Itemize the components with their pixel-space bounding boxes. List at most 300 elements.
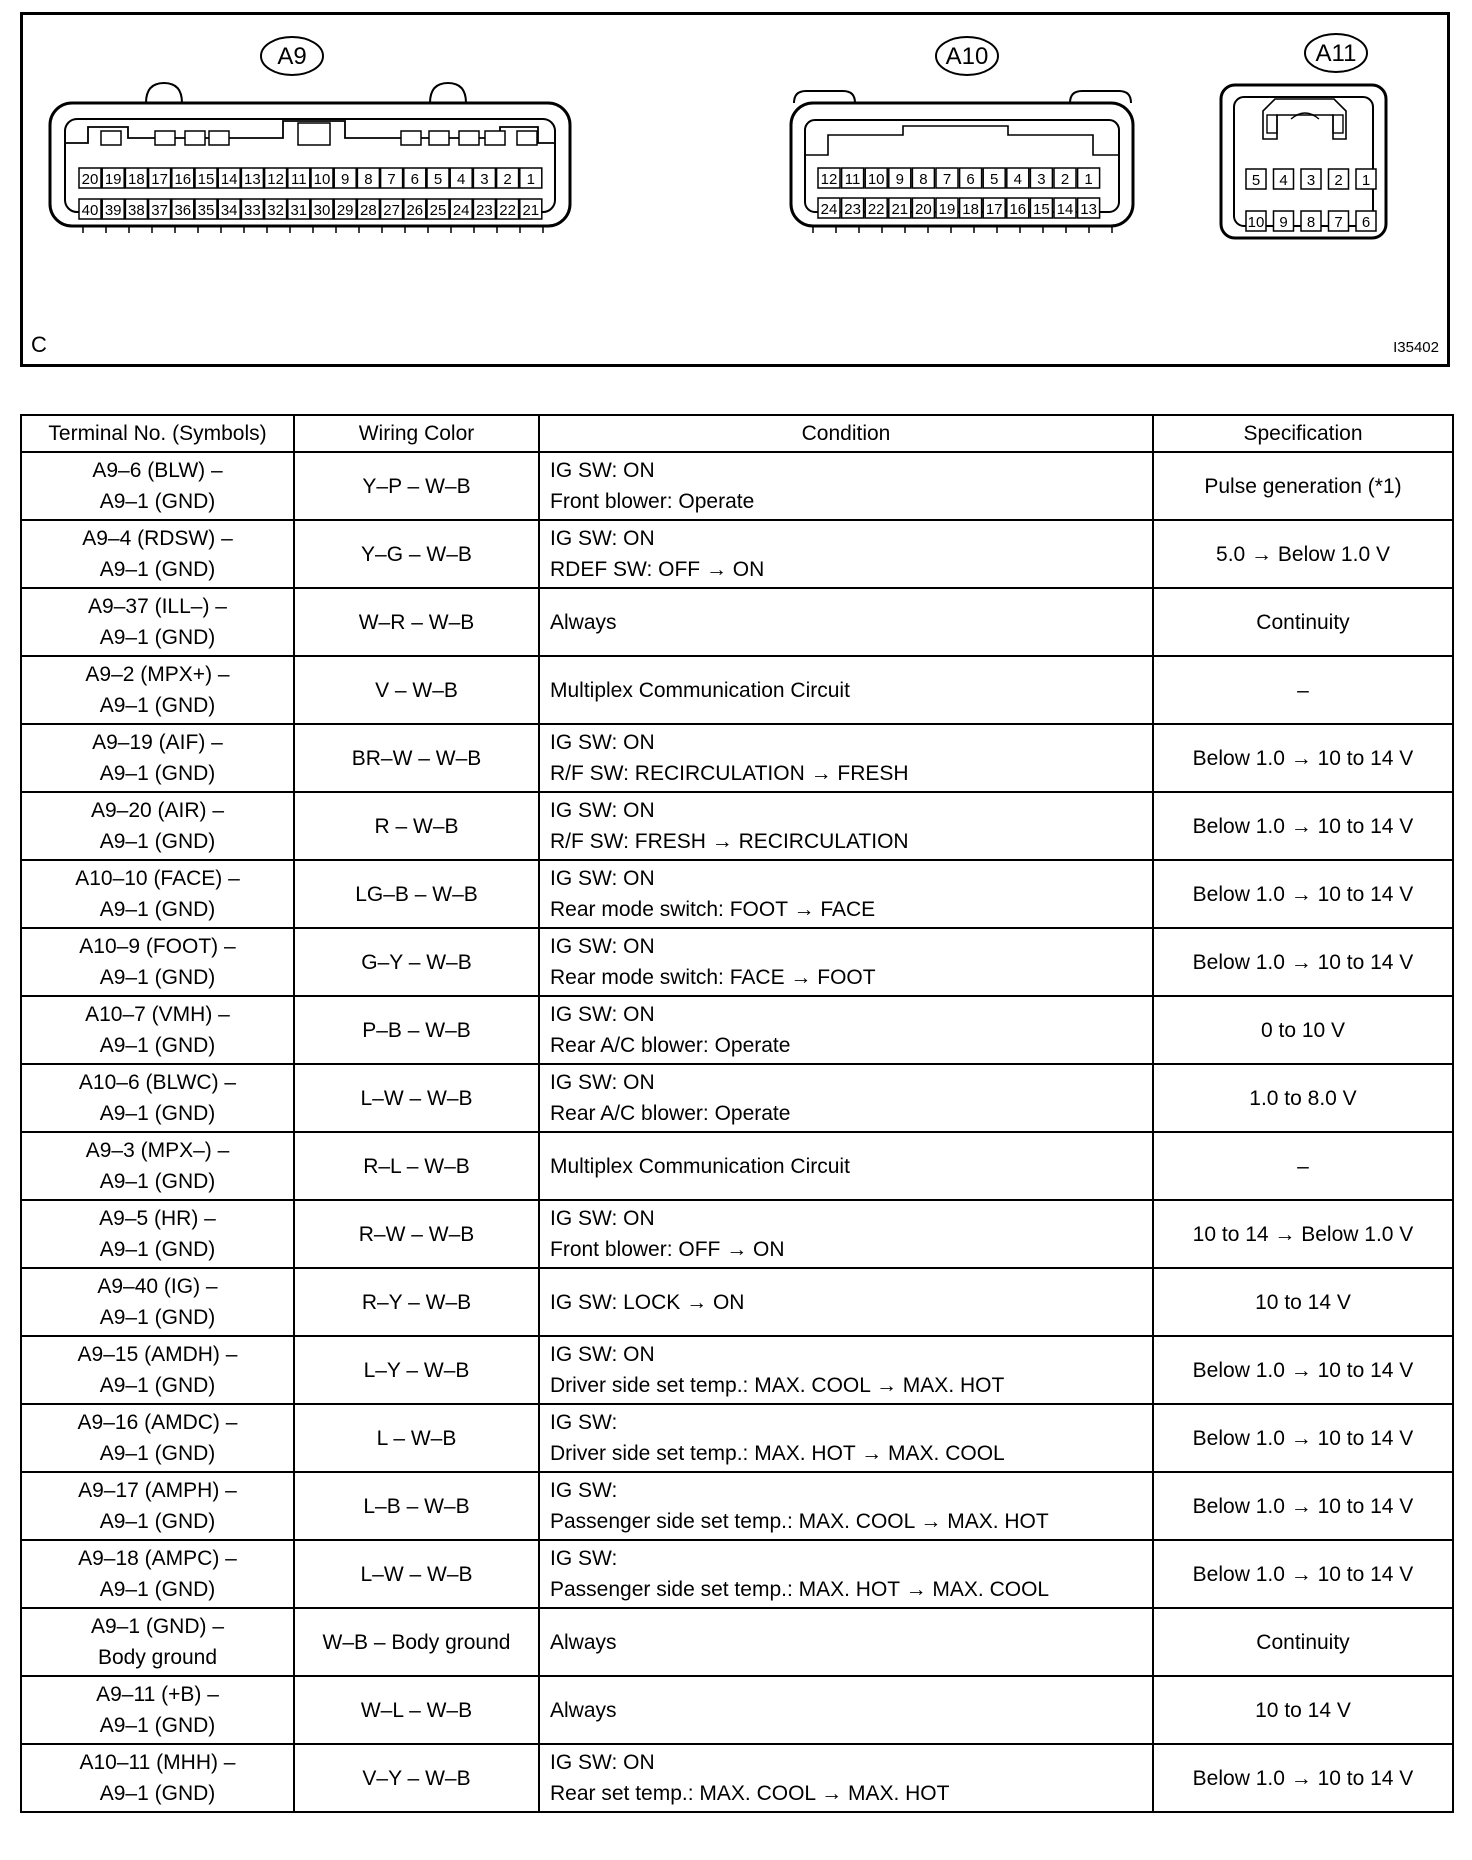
pin-a9 xyxy=(357,168,379,188)
condition-cell xyxy=(539,860,1153,928)
wiring-color-cell: R – W–B xyxy=(294,792,539,860)
terminal-line: A9–1 (GND) xyxy=(99,1034,216,1057)
table-row xyxy=(21,1744,1453,1812)
condition-cell xyxy=(539,452,1153,520)
terminal-cell xyxy=(21,1404,294,1472)
condition-cell xyxy=(539,1744,1153,1812)
pin-a9 xyxy=(311,168,333,188)
terminal-line: A9–1 (GND) – xyxy=(90,1615,225,1638)
header-specification: Specification xyxy=(1153,415,1453,452)
wiring-color-cell: Y–P – W–B xyxy=(294,452,539,520)
terminal-line: A10–9 (FOOT) – xyxy=(79,935,236,958)
connector-label-a11 xyxy=(1305,34,1367,72)
table-row xyxy=(21,860,1453,928)
svg-text:22: 22 xyxy=(499,202,516,219)
condition-cell xyxy=(539,996,1153,1064)
pin-a11 xyxy=(1329,211,1349,231)
pin-a10 xyxy=(842,198,864,218)
svg-text:3: 3 xyxy=(1037,171,1046,188)
svg-text:16: 16 xyxy=(1009,201,1027,218)
svg-text:39: 39 xyxy=(104,202,122,219)
pin-a11 xyxy=(1274,211,1294,231)
pin-a10 xyxy=(983,168,1005,188)
pin-a10 xyxy=(1007,198,1029,218)
svg-text:31: 31 xyxy=(290,202,308,219)
condition-line: Passenger side set temp.: MAX. HOT → MAX. COOL xyxy=(550,1578,1050,1601)
svg-text:1: 1 xyxy=(1361,172,1371,189)
pin-a9 xyxy=(450,199,472,219)
svg-text:30: 30 xyxy=(313,202,331,219)
condition-line: IG SW: xyxy=(550,1547,618,1570)
pin-a9 xyxy=(520,168,542,188)
pin-a9 xyxy=(404,199,426,219)
pin-a9 xyxy=(381,199,403,219)
svg-text:24: 24 xyxy=(820,201,838,218)
specification-cell: – xyxy=(1153,1132,1453,1200)
terminal-cell xyxy=(21,1064,294,1132)
svg-text:10: 10 xyxy=(867,171,885,188)
terminal-line: A9–1 (GND) xyxy=(99,898,216,921)
svg-text:7: 7 xyxy=(1334,214,1343,231)
svg-text:33: 33 xyxy=(244,202,261,219)
figure-id: I35402 xyxy=(1393,339,1439,356)
svg-text:9: 9 xyxy=(1279,214,1288,231)
svg-text:19: 19 xyxy=(104,171,122,188)
pin-a10 xyxy=(1054,198,1076,218)
terminal-line: A9–1 (GND) xyxy=(99,1238,216,1261)
svg-text:32: 32 xyxy=(267,202,284,219)
pin-a9 xyxy=(404,168,426,188)
condition-cell xyxy=(539,588,1153,656)
svg-text:34: 34 xyxy=(220,202,238,219)
condition-line: Always xyxy=(550,610,617,634)
pin-a10 xyxy=(889,168,911,188)
pin-a9 xyxy=(381,168,403,188)
table-row xyxy=(21,1200,1453,1268)
table-row xyxy=(21,1336,1453,1404)
svg-text:4: 4 xyxy=(1013,171,1022,188)
terminal-spec-table xyxy=(20,414,1454,1813)
condition-cell xyxy=(539,656,1153,724)
pin-a10 xyxy=(983,198,1005,218)
svg-text:3: 3 xyxy=(1306,172,1316,189)
terminal-cell xyxy=(21,1608,294,1676)
pin-a9 xyxy=(427,168,449,188)
wiring-color-cell: V – W–B xyxy=(294,656,539,724)
terminal-line: A9–1 (GND) xyxy=(99,1510,216,1533)
pin-a9 xyxy=(102,168,124,188)
condition-line: IG SW: ON xyxy=(550,1343,655,1366)
svg-text:8: 8 xyxy=(919,171,928,188)
wiring-color-cell: W–R – W–B xyxy=(294,588,539,656)
corner-label: C xyxy=(31,332,47,357)
svg-text:10: 10 xyxy=(313,171,331,188)
wiring-color-cell: R–W – W–B xyxy=(294,1200,539,1268)
pin-a9 xyxy=(520,199,542,219)
table-row xyxy=(21,792,1453,860)
svg-text:A10: A10 xyxy=(945,43,989,70)
pin-a10 xyxy=(818,168,840,188)
terminal-line: A9–1 (GND) xyxy=(99,1102,216,1125)
table-row xyxy=(21,724,1453,792)
condition-line: Driver side set temp.: MAX. COOL → MAX. HOT xyxy=(550,1374,1005,1397)
svg-text:26: 26 xyxy=(406,202,424,219)
terminal-line: A9–3 (MPX–) – xyxy=(85,1139,230,1162)
svg-text:10: 10 xyxy=(1247,214,1265,231)
svg-text:20: 20 xyxy=(81,171,99,188)
terminal-line: A9–40 (IG) – xyxy=(97,1275,218,1298)
pin-a10 xyxy=(1054,168,1076,188)
pin-a11 xyxy=(1329,169,1349,189)
wiring-color-cell: P–B – W–B xyxy=(294,996,539,1064)
terminal-line: A9–1 (GND) xyxy=(99,490,216,513)
terminal-line: A9–1 (GND) xyxy=(99,626,216,649)
terminal-cell xyxy=(21,1132,294,1200)
condition-cell xyxy=(539,1336,1153,1404)
condition-line: Rear A/C blower: Operate xyxy=(550,1102,791,1125)
wiring-color-cell: V–Y – W–B xyxy=(294,1744,539,1812)
table-row xyxy=(21,1064,1453,1132)
svg-text:18: 18 xyxy=(128,171,145,188)
table-row xyxy=(21,520,1453,588)
svg-text:19: 19 xyxy=(938,201,956,218)
table-row xyxy=(21,1268,1453,1336)
connector-label-a10 xyxy=(936,37,998,75)
svg-text:17: 17 xyxy=(985,201,1003,218)
pin-a10 xyxy=(1030,168,1052,188)
table-header-row xyxy=(21,415,1453,452)
svg-text:40: 40 xyxy=(81,202,99,219)
terminal-cell xyxy=(21,792,294,860)
svg-text:13: 13 xyxy=(244,171,261,188)
svg-text:13: 13 xyxy=(1080,201,1097,218)
pin-a9 xyxy=(79,199,101,219)
svg-text:22: 22 xyxy=(867,201,885,218)
wiring-color-cell: Y–G – W–B xyxy=(294,520,539,588)
wiring-color-cell: LG–B – W–B xyxy=(294,860,539,928)
specification-cell: 10 to 14 V xyxy=(1153,1676,1453,1744)
pin-a9 xyxy=(334,168,356,188)
specification-cell: Continuity xyxy=(1153,588,1453,656)
pin-a10 xyxy=(1078,168,1100,188)
pin-a9 xyxy=(241,168,263,188)
svg-text:1: 1 xyxy=(1084,171,1093,188)
terminal-line: A9–1 (GND) xyxy=(99,1578,216,1601)
pin-a11 xyxy=(1246,169,1266,189)
condition-cell xyxy=(539,520,1153,588)
specification-cell: Below 1.0 → 10 to 14 V xyxy=(1153,792,1453,860)
terminal-cell xyxy=(21,1540,294,1608)
svg-text:2: 2 xyxy=(1334,172,1343,189)
condition-cell xyxy=(539,1200,1153,1268)
table-row xyxy=(21,588,1453,656)
terminal-cell xyxy=(21,656,294,724)
specification-cell: Below 1.0 → 10 to 14 V xyxy=(1153,1472,1453,1540)
svg-text:4: 4 xyxy=(1279,172,1288,189)
svg-text:14: 14 xyxy=(1056,201,1074,218)
svg-text:25: 25 xyxy=(429,202,447,219)
condition-line: Rear set temp.: MAX. COOL → MAX. HOT xyxy=(550,1782,950,1805)
wiring-color-cell: W–B – Body ground xyxy=(294,1608,539,1676)
condition-cell xyxy=(539,1676,1153,1744)
svg-text:28: 28 xyxy=(360,202,377,219)
pin-a9 xyxy=(195,168,217,188)
svg-text:23: 23 xyxy=(844,201,861,218)
pin-a11 xyxy=(1356,169,1376,189)
terminal-line: A9–1 (GND) xyxy=(99,762,216,785)
terminal-line: A9–16 (AMDC) – xyxy=(77,1411,238,1434)
condition-line: Passenger side set temp.: MAX. COOL → MAX. HOT xyxy=(550,1510,1049,1533)
condition-line: IG SW: xyxy=(550,1479,618,1502)
specification-cell: 1.0 to 8.0 V xyxy=(1153,1064,1453,1132)
svg-text:35: 35 xyxy=(197,202,215,219)
condition-line: IG SW: ON xyxy=(550,935,655,958)
terminal-cell xyxy=(21,1472,294,1540)
condition-line: IG SW: ON xyxy=(550,1207,655,1230)
terminal-line: A9–1 (GND) xyxy=(99,1170,216,1193)
condition-line: R/F SW: RECIRCULATION → FRESH xyxy=(550,762,909,785)
svg-text:21: 21 xyxy=(522,202,540,219)
terminal-line: A9–4 (RDSW) – xyxy=(82,527,233,550)
pin-a9 xyxy=(288,199,310,219)
svg-text:2: 2 xyxy=(503,171,512,188)
pin-a9 xyxy=(288,168,310,188)
pin-a10 xyxy=(936,168,958,188)
wiring-color-cell: W–L – W–B xyxy=(294,1676,539,1744)
svg-text:15: 15 xyxy=(1033,201,1050,218)
specification-cell: Below 1.0 → 10 to 14 V xyxy=(1153,1744,1453,1812)
terminal-line: A9–5 (HR) – xyxy=(99,1207,216,1230)
svg-text:5: 5 xyxy=(990,171,999,188)
terminal-cell xyxy=(21,1336,294,1404)
terminal-line: A9–1 (GND) xyxy=(99,1306,216,1329)
terminal-line: A10–7 (VMH) – xyxy=(85,1003,230,1026)
terminal-line: A9–19 (AIF) – xyxy=(92,731,223,754)
specification-cell: Below 1.0 → 10 to 14 V xyxy=(1153,1404,1453,1472)
pin-a10 xyxy=(1078,198,1100,218)
specification-cell: Below 1.0 → 10 to 14 V xyxy=(1153,928,1453,996)
pin-a10 xyxy=(960,168,982,188)
condition-cell xyxy=(539,1064,1153,1132)
table-row xyxy=(21,1472,1453,1540)
svg-text:A9: A9 xyxy=(277,43,307,70)
specification-cell: Pulse generation (*1) xyxy=(1153,452,1453,520)
terminal-line: A9–37 (ILL–) – xyxy=(88,595,227,618)
terminal-line: A10–10 (FACE) – xyxy=(75,867,240,890)
wiring-color-cell: L–Y – W–B xyxy=(294,1336,539,1404)
svg-text:8: 8 xyxy=(364,171,373,188)
svg-text:14: 14 xyxy=(220,171,238,188)
terminal-line: A9–11 (+B) – xyxy=(96,1683,219,1706)
wiring-color-cell: L–B – W–B xyxy=(294,1472,539,1540)
specification-cell: Below 1.0 → 10 to 14 V xyxy=(1153,860,1453,928)
wiring-color-cell: BR–W – W–B xyxy=(294,724,539,792)
svg-text:23: 23 xyxy=(476,202,493,219)
condition-line: IG SW: LOCK → ON xyxy=(550,1290,745,1314)
pin-a9 xyxy=(79,168,101,188)
svg-text:38: 38 xyxy=(128,202,145,219)
condition-line: Multiplex Communication Circuit xyxy=(550,1154,850,1178)
svg-text:6: 6 xyxy=(966,171,975,188)
condition-line: Multiplex Communication Circuit xyxy=(550,678,850,702)
pin-a9 xyxy=(172,168,194,188)
condition-line: RDEF SW: OFF → ON xyxy=(550,558,765,581)
condition-line: IG SW: ON xyxy=(550,459,655,482)
pin-a9 xyxy=(357,199,379,219)
specification-cell: Below 1.0 → 10 to 14 V xyxy=(1153,724,1453,792)
table-row xyxy=(21,1404,1453,1472)
svg-text:3: 3 xyxy=(480,171,489,188)
condition-line: IG SW: xyxy=(550,1411,618,1434)
svg-text:12: 12 xyxy=(267,171,284,188)
svg-text:11: 11 xyxy=(844,171,861,188)
specification-cell: 0 to 10 V xyxy=(1153,996,1453,1064)
terminal-cell xyxy=(21,1200,294,1268)
terminal-line: A9–17 (AMPH) – xyxy=(78,1479,237,1502)
condition-cell xyxy=(539,1472,1153,1540)
terminal-cell xyxy=(21,1676,294,1744)
condition-line: IG SW: ON xyxy=(550,527,655,550)
pin-a9 xyxy=(334,199,356,219)
svg-text:1: 1 xyxy=(526,171,535,188)
table-row xyxy=(21,928,1453,996)
pin-a10 xyxy=(912,168,934,188)
pin-a9 xyxy=(427,199,449,219)
terminal-cell xyxy=(21,860,294,928)
svg-text:6: 6 xyxy=(1361,214,1371,231)
wiring-color-cell: L–W – W–B xyxy=(294,1540,539,1608)
table-row xyxy=(21,452,1453,520)
wiring-color-cell: G–Y – W–B xyxy=(294,928,539,996)
svg-text:A11: A11 xyxy=(1315,40,1357,67)
pin-a10 xyxy=(865,168,887,188)
pin-a10 xyxy=(842,168,864,188)
pin-a10 xyxy=(960,198,982,218)
table-row xyxy=(21,1608,1453,1676)
pin-a9 xyxy=(125,199,147,219)
condition-line: IG SW: ON xyxy=(550,1071,655,1094)
condition-line: Front blower: Operate xyxy=(550,490,755,513)
wiring-color-cell: L–W – W–B xyxy=(294,1064,539,1132)
condition-line: Always xyxy=(550,1698,617,1722)
condition-line: Driver side set temp.: MAX. HOT → MAX. COOL xyxy=(550,1442,1005,1465)
svg-text:27: 27 xyxy=(383,202,400,219)
svg-text:8: 8 xyxy=(1306,214,1316,231)
terminal-cell xyxy=(21,588,294,656)
pin-a11 xyxy=(1356,211,1376,231)
condition-cell xyxy=(539,724,1153,792)
terminal-line: A9–1 (GND) xyxy=(99,558,216,581)
pin-a9 xyxy=(265,199,287,219)
svg-text:15: 15 xyxy=(197,171,215,188)
terminal-line: A9–1 (GND) xyxy=(99,1714,216,1737)
pin-a11 xyxy=(1274,169,1294,189)
svg-text:12: 12 xyxy=(820,171,838,188)
condition-line: IG SW: ON xyxy=(550,1751,655,1774)
header-terminal: Terminal No. (Symbols) xyxy=(21,415,294,452)
svg-text:4: 4 xyxy=(457,171,466,188)
condition-line: IG SW: ON xyxy=(550,867,655,890)
condition-line: R/F SW: FRESH → RECIRCULATION xyxy=(550,830,909,853)
condition-line: IG SW: ON xyxy=(550,731,655,754)
svg-text:29: 29 xyxy=(336,202,354,219)
terminal-cell xyxy=(21,1744,294,1812)
specification-cell: – xyxy=(1153,656,1453,724)
svg-text:5: 5 xyxy=(433,171,443,188)
svg-text:2: 2 xyxy=(1060,171,1070,188)
terminal-cell xyxy=(21,928,294,996)
condition-line: Front blower: OFF → ON xyxy=(550,1238,785,1261)
svg-text:37: 37 xyxy=(151,202,168,219)
wiring-color-cell: R–L – W–B xyxy=(294,1132,539,1200)
svg-text:7: 7 xyxy=(387,171,396,188)
terminal-line: A9–1 (GND) xyxy=(99,1442,216,1465)
pin-a10 xyxy=(1007,168,1029,188)
connector-drawing xyxy=(23,15,1447,364)
svg-text:5: 5 xyxy=(1251,172,1261,189)
terminal-line: A9–1 (GND) xyxy=(99,1782,216,1805)
table-row xyxy=(21,996,1453,1064)
table-row xyxy=(21,1132,1453,1200)
pin-a9 xyxy=(149,168,171,188)
condition-line: Always xyxy=(550,1630,617,1654)
connector-label-a9 xyxy=(261,37,323,75)
header-wiring-color: Wiring Color xyxy=(294,415,539,452)
pin-a9 xyxy=(241,199,263,219)
condition-cell xyxy=(539,1608,1153,1676)
terminal-line: A10–11 (MHH) – xyxy=(79,1751,236,1774)
svg-text:6: 6 xyxy=(410,171,419,188)
terminal-line: A9–1 (GND) xyxy=(99,694,216,717)
pin-a10 xyxy=(865,198,887,218)
terminal-line: A9–15 (AMDH) – xyxy=(77,1343,238,1366)
svg-text:20: 20 xyxy=(915,201,932,218)
pin-a10 xyxy=(936,198,958,218)
terminal-cell xyxy=(21,520,294,588)
connector-diagram xyxy=(20,12,1450,367)
pin-a10 xyxy=(818,198,840,218)
pin-a9 xyxy=(195,199,217,219)
terminal-line: A9–2 (MPX+) – xyxy=(85,663,230,686)
pin-a9 xyxy=(450,168,472,188)
specification-cell: 5.0 → Below 1.0 V xyxy=(1153,520,1453,588)
terminal-line: A9–6 (BLW) – xyxy=(92,459,223,482)
pin-a10 xyxy=(889,198,911,218)
svg-text:18: 18 xyxy=(962,201,979,218)
pin-a9 xyxy=(149,199,171,219)
table-row xyxy=(21,1540,1453,1608)
svg-text:24: 24 xyxy=(452,202,470,219)
svg-text:9: 9 xyxy=(895,171,904,188)
condition-line: IG SW: ON xyxy=(550,1003,655,1026)
pin-a9 xyxy=(172,199,194,219)
svg-text:9: 9 xyxy=(341,171,350,188)
condition-cell xyxy=(539,1268,1153,1336)
condition-cell xyxy=(539,928,1153,996)
table-row xyxy=(21,1676,1453,1744)
specification-cell: 10 to 14 V xyxy=(1153,1268,1453,1336)
condition-line: Rear mode switch: FOOT → FACE xyxy=(550,898,876,921)
specification-cell: Below 1.0 → 10 to 14 V xyxy=(1153,1336,1453,1404)
condition-line: Rear mode switch: FACE → FOOT xyxy=(550,966,876,989)
pin-a9 xyxy=(497,168,519,188)
svg-text:17: 17 xyxy=(151,171,168,188)
pin-a9 xyxy=(311,199,333,219)
condition-cell xyxy=(539,1540,1153,1608)
pin-a9 xyxy=(218,199,240,219)
svg-text:11: 11 xyxy=(291,171,307,188)
svg-text:16: 16 xyxy=(174,171,192,188)
